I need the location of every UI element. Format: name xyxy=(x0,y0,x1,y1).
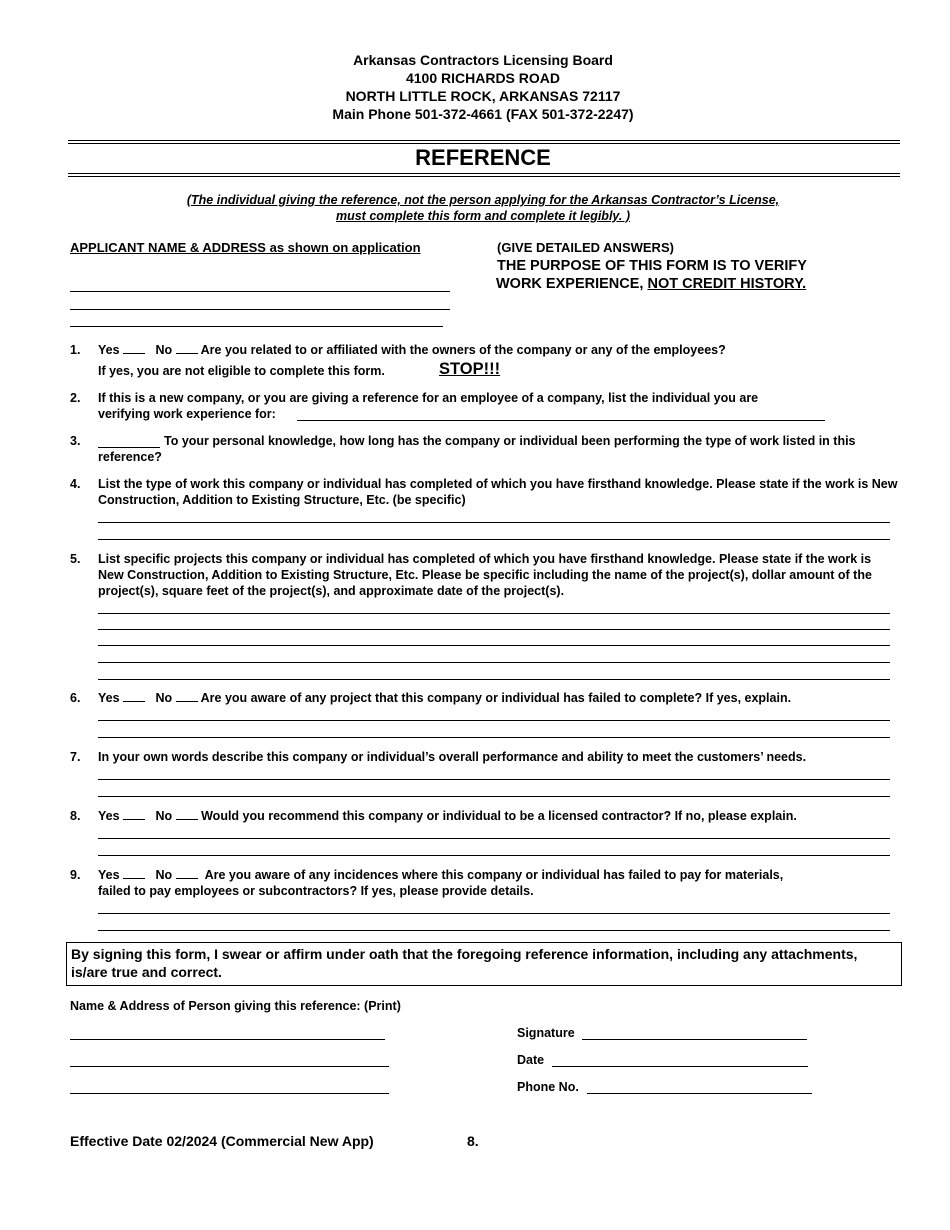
date-label: Date xyxy=(517,1053,545,1067)
q8-number: 8. xyxy=(70,809,81,823)
instruction-line-1: (The individual giving the reference, not the person applying for the Arkansas Contractor’s License, xyxy=(186,193,780,207)
q2-text-2: verifying work experience for: xyxy=(98,407,276,421)
q9-no-blank[interactable] xyxy=(176,867,198,879)
q5-number: 5. xyxy=(70,552,81,566)
form-title: REFERENCE xyxy=(415,145,551,170)
q6-text: Are you aware of any project that this company or individual has failed to complete? If yes, explain. xyxy=(200,691,792,705)
q2-number: 2. xyxy=(70,391,81,405)
q4-answer-line-1[interactable] xyxy=(98,522,890,523)
q9-yes-label: Yes xyxy=(98,868,120,882)
instruction-line-2: must complete this form and complete it legibly. ) xyxy=(335,209,631,223)
q9-answer-line-1[interactable] xyxy=(98,913,890,914)
q2-answer-line[interactable] xyxy=(297,420,825,421)
q5-answer-line-5[interactable] xyxy=(98,679,890,680)
q9-answer-line-2[interactable] xyxy=(98,930,890,931)
q1-stop: STOP!!! xyxy=(439,360,501,378)
board-street: 4100 RICHARDS ROAD xyxy=(405,70,561,86)
q7-answer-line-1[interactable] xyxy=(98,779,890,780)
q8-text: Would you recommend this company or individual to be a licensed contractor? If no, please explain. xyxy=(201,809,797,823)
q9-row xyxy=(98,867,783,883)
q6-row xyxy=(98,690,791,706)
q6-answer-line-1[interactable] xyxy=(98,720,890,721)
q1-text: Are you related to or affiliated with the owners of the company or any of the employees? xyxy=(200,343,726,357)
board-phone: Main Phone 501-372-4661 (FAX 501-372-2247) xyxy=(332,106,634,122)
q6-no-blank[interactable] xyxy=(176,690,198,702)
q5-text: List specific projects this company or individual has completed of which you have firsthand knowledge. Please state if the work is New Construction, Addition to Existing Structure, Etc. Please be specific including the name of the project(s), dollar amount of the project(s), square feet of the project(s), and approximate date of the project(s). xyxy=(98,552,872,598)
q9-number: 9. xyxy=(70,868,81,882)
applicant-line-1[interactable] xyxy=(70,291,450,292)
q1-row xyxy=(98,342,726,358)
q8-answer-line-2[interactable] xyxy=(98,855,890,856)
phone-label: Phone No. xyxy=(517,1080,579,1094)
q8-yes-label: Yes xyxy=(98,809,120,823)
q4-number: 4. xyxy=(70,477,81,491)
title-rule-bottom-2 xyxy=(68,176,900,177)
q3-text: To your personal knowledge, how long has the company or individual been performing the type of work listed in this reference? xyxy=(98,434,856,464)
q5-answer-line-2[interactable] xyxy=(98,629,890,630)
board-name: Arkansas Contractors Licensing Board xyxy=(353,52,613,68)
q9-text-1: Are you aware of any incidences where this company or individual has failed to pay for materials, xyxy=(204,868,784,882)
q8-yes-blank[interactable] xyxy=(123,808,145,820)
signature-label: Signature xyxy=(517,1026,575,1040)
applicant-label: APPLICANT NAME & ADDRESS as shown on application xyxy=(70,240,421,255)
q9-yes-blank[interactable] xyxy=(123,867,145,879)
affirmation-box: By signing this form, I swear or affirm under oath that the foregoing reference information, including any attachments, is/are true and correct. xyxy=(66,942,902,986)
q9-no-label: No xyxy=(155,868,173,882)
q3-number: 3. xyxy=(70,434,81,448)
purpose-line-2 xyxy=(496,275,806,293)
q6-yes-label: Yes xyxy=(98,691,120,705)
purpose-line-1: THE PURPOSE OF THIS FORM IS TO VERIFY xyxy=(497,258,807,274)
q6-yes-blank[interactable] xyxy=(123,690,145,702)
q2-text-1: If this is a new company, or you are giving a reference for an employee of a company, list the individual you are xyxy=(98,391,759,405)
q5-answer-line-4[interactable] xyxy=(98,662,890,663)
signature-line[interactable] xyxy=(582,1039,807,1040)
title-rule-top-1 xyxy=(68,140,900,141)
date-line[interactable] xyxy=(552,1066,808,1067)
q7-answer-line-2[interactable] xyxy=(98,796,890,797)
q1-no-blank[interactable] xyxy=(176,342,198,354)
q4-text: List the type of work this company or individual has completed of which you have firsthand knowledge. Please state if the work is New Construction, Addition to Existing Structure, Etc. (be specific) xyxy=(98,477,898,507)
q8-no-label: No xyxy=(155,809,173,823)
q8-no-blank[interactable] xyxy=(176,808,198,820)
q1-no-label: No xyxy=(155,343,173,357)
give-detailed-note: (GIVE DETAILED ANSWERS) xyxy=(497,240,674,255)
q5-answer-line-3[interactable] xyxy=(98,645,890,646)
purpose-work-experience: WORK EXPERIENCE, xyxy=(496,276,648,292)
title-rule-top-2 xyxy=(68,143,900,144)
footer-effective-date: Effective Date 02/2024 (Commercial New App) xyxy=(70,1133,374,1149)
title-rule-bottom-1 xyxy=(68,173,900,174)
referee-label: Name & Address of Person giving this reference: (Print) xyxy=(70,999,401,1013)
q1-followup: If yes, you are not eligible to complete this form. xyxy=(98,364,385,378)
phone-line[interactable] xyxy=(587,1093,812,1094)
applicant-line-2[interactable] xyxy=(70,309,450,310)
applicant-line-3[interactable] xyxy=(70,326,443,327)
q8-row xyxy=(98,808,797,824)
q1-number: 1. xyxy=(70,343,81,357)
q7-number: 7. xyxy=(70,750,81,764)
referee-line-2[interactable] xyxy=(70,1066,389,1067)
referee-line-3[interactable] xyxy=(70,1093,389,1094)
q5-answer-line-1[interactable] xyxy=(98,613,890,614)
q1-yes-blank[interactable] xyxy=(123,342,145,354)
footer-page-number: 8. xyxy=(467,1133,479,1149)
q9-text-2: failed to pay employees or subcontractors? If yes, please provide details. xyxy=(98,884,534,898)
q4-answer-line-2[interactable] xyxy=(98,539,890,540)
referee-line-1[interactable] xyxy=(70,1039,385,1040)
q6-answer-line-2[interactable] xyxy=(98,737,890,738)
board-city: NORTH LITTLE ROCK, ARKANSAS 72117 xyxy=(345,88,621,104)
q6-no-label: No xyxy=(155,691,173,705)
q8-answer-line-1[interactable] xyxy=(98,838,890,839)
purpose-not-credit: NOT CREDIT HISTORY. xyxy=(647,276,807,292)
q6-number: 6. xyxy=(70,691,81,705)
q1-yes-label: Yes xyxy=(98,343,120,357)
q7-text: In your own words describe this company or individual’s overall performance and ability to meet the customers’ needs. xyxy=(98,750,807,764)
